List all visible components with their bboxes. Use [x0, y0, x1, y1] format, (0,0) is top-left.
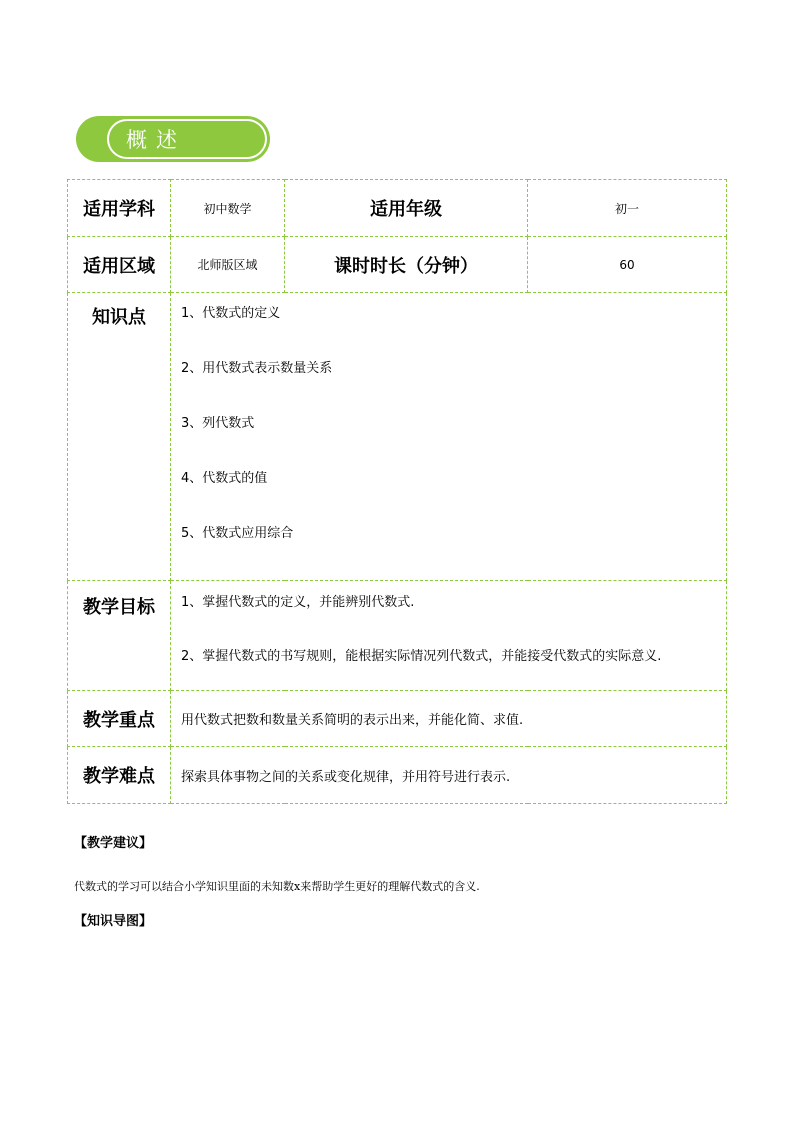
subject-label: 适用学科 — [68, 180, 171, 237]
goals-label: 教学目标 — [68, 581, 171, 691]
duration-label: 课时时长（分钟） — [285, 237, 528, 293]
table-row-key — [68, 691, 727, 747]
mindmap-heading: 【知识导图】 — [74, 914, 153, 929]
region-label: 适用区域 — [68, 237, 171, 293]
suggestion-text: 代数式的学习可以结合小学知识里面的未知数x来帮助学生更好的理解代数式的含义. — [74, 880, 480, 893]
key-label: 教学重点 — [68, 691, 171, 747]
list-item: 2、用代数式表示数量关系 — [181, 361, 333, 376]
knowledge-points — [171, 293, 727, 581]
table-row-region — [68, 237, 727, 293]
difficulty-label: 教学难点 — [68, 747, 171, 804]
grade-label: 适用年级 — [285, 180, 528, 237]
list-item: 2、掌握代数式的书写规则，能根据实际情况列代数式，并能接受代数式的实际意义. — [181, 649, 662, 664]
table-row-difficulty — [68, 747, 727, 804]
subject-value: 初中数学 — [171, 180, 285, 237]
goals — [171, 581, 727, 691]
list-item: 4、代数式的值 — [181, 471, 268, 486]
difficulty-value: 探索具体事物之间的关系或变化规律，并用符号进行表示. — [171, 747, 727, 804]
list-item: 1、代数式的定义 — [181, 306, 281, 321]
region-value: 北师版区域 — [171, 237, 285, 293]
table-row-knowledge — [68, 293, 727, 581]
duration-value: 60 — [528, 237, 727, 293]
list-item: 1、掌握代数式的定义，并能辨别代数式. — [181, 595, 415, 610]
suggestion-heading: 【教学建议】 — [74, 836, 153, 851]
key-value: 用代数式把数和数量关系简明的表示出来，并能化简、求值. — [171, 691, 727, 747]
overview-table — [67, 179, 727, 804]
overview-header — [76, 116, 270, 162]
header-title: 概述 — [126, 128, 186, 152]
header-pill — [107, 119, 267, 159]
table-row-subject — [68, 180, 727, 237]
table-row-goals — [68, 581, 727, 691]
list-item: 5、代数式应用综合 — [181, 526, 294, 541]
grade-value: 初一 — [528, 180, 727, 237]
knowledge-label: 知识点 — [68, 293, 171, 581]
list-item: 3、列代数式 — [181, 416, 255, 431]
